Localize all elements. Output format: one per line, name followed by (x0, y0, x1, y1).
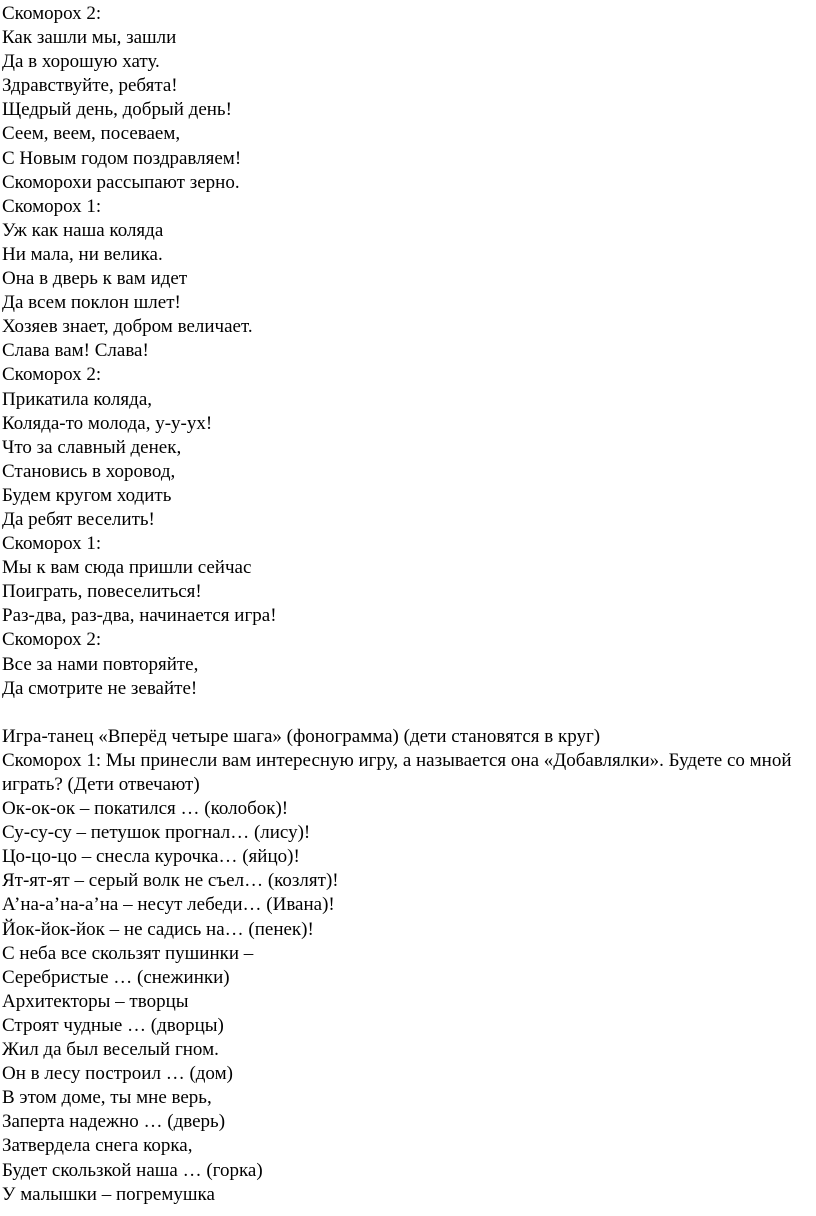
text-line: Хозяев знает, добром величает. (2, 316, 253, 338)
text-line: Мы к вам сюда пришли сейчас (2, 557, 252, 579)
text-line: Что за славный денек, (2, 436, 182, 458)
text-line: У малышки – погремушка (2, 1183, 215, 1205)
text-line: В этом доме, ты мне верь, (2, 1087, 212, 1109)
text-line: А’на-а’на-а’на – несут лебеди… (Ивана)! (2, 894, 335, 916)
poem-section-1 (2, 2, 816, 701)
text-line: Скоморох 1: (2, 195, 102, 217)
text-line: Серебристые … (снежинки) (2, 966, 230, 988)
text-line: Скоморох 2: (2, 629, 102, 651)
text-line: Ят-ят-ят – серый волк не съел… (козлят)! (2, 870, 339, 892)
text-line: Скоморохи рассыпают зерно. (2, 171, 240, 193)
text-line: Раз-два, раз-два, начинается игра! (2, 605, 277, 627)
text-line: Ни мала, ни велика. (2, 243, 163, 265)
text-line: Сеем, веем, посеваем, (2, 123, 181, 145)
text-line: Скоморох 2: (2, 364, 102, 386)
text-line: Затвердела снега корка, (2, 1135, 193, 1157)
text-line: Строят чудные … (дворцы) (2, 1014, 224, 1036)
text-line: Да в хорошую хату. (2, 51, 160, 73)
text-line: Архитекторы – творцы (2, 990, 189, 1012)
text-line: Заперта надежно … (дверь) (2, 1111, 226, 1133)
text-line: Йок-йок-йок – не садись на… (пенек)! (2, 918, 314, 940)
text-line: Поиграть, повеселиться! (2, 581, 202, 603)
text-line: Прикатила коляда, (2, 388, 152, 410)
text-line: Да всем поклон шлет! (2, 292, 181, 314)
text-line: С Новым годом поздравляем! (2, 147, 242, 169)
text-line: Как зашли мы, зашли (2, 27, 177, 49)
text-line: Су-су-су – петушок прогнал… (лису)! (2, 822, 311, 844)
text-line: Он в лесу построил … (дом) (2, 1063, 233, 1085)
text-line: Будет скользкой наша … (горка) (2, 1159, 263, 1181)
text-line: Цо-цо-цо – снесла курочка… (яйцо)! (2, 846, 300, 868)
text-line: Становись в хоровод, (2, 460, 176, 482)
text-line: Ок-ок-ок – покатился … (колобок)! (2, 798, 289, 820)
game-intro-paragraph: Скоморох 1: Мы принесли вам интересную игру, а называется она «Добавлялки». Будете со мной играть? (Дети отвечают) (2, 749, 792, 795)
text-line: Уж как наша коляда (2, 219, 164, 241)
text-line: Жил да был веселый гном. (2, 1039, 219, 1061)
text-line: Здравствуйте, ребята! (2, 75, 178, 97)
text-line: Да смотрите не зевайте! (2, 677, 198, 699)
text-line: Коляда-то молода, у-у-ух! (2, 412, 213, 434)
blank-line (2, 701, 816, 725)
text-line: Все за нами повторяйте, (2, 653, 199, 675)
text-line: С неба все скользят пушинки – (2, 942, 254, 964)
text-line: Будем кругом ходить (2, 484, 172, 506)
text-line: Щедрый день, добрый день! (2, 99, 232, 121)
text-line: Скоморох 1: (2, 533, 102, 555)
text-line: Да ребят веселить! (2, 508, 155, 530)
game-title: Игра-танец «Вперёд четыре шага» (фонограмма) (дети становятся в круг) (2, 725, 601, 747)
text-line: Скоморох 2: (2, 3, 102, 24)
text-line: Она в дверь к вам идет (2, 268, 188, 290)
text-line: Слава вам! Слава! (2, 340, 149, 362)
riddle-section (2, 797, 816, 1207)
